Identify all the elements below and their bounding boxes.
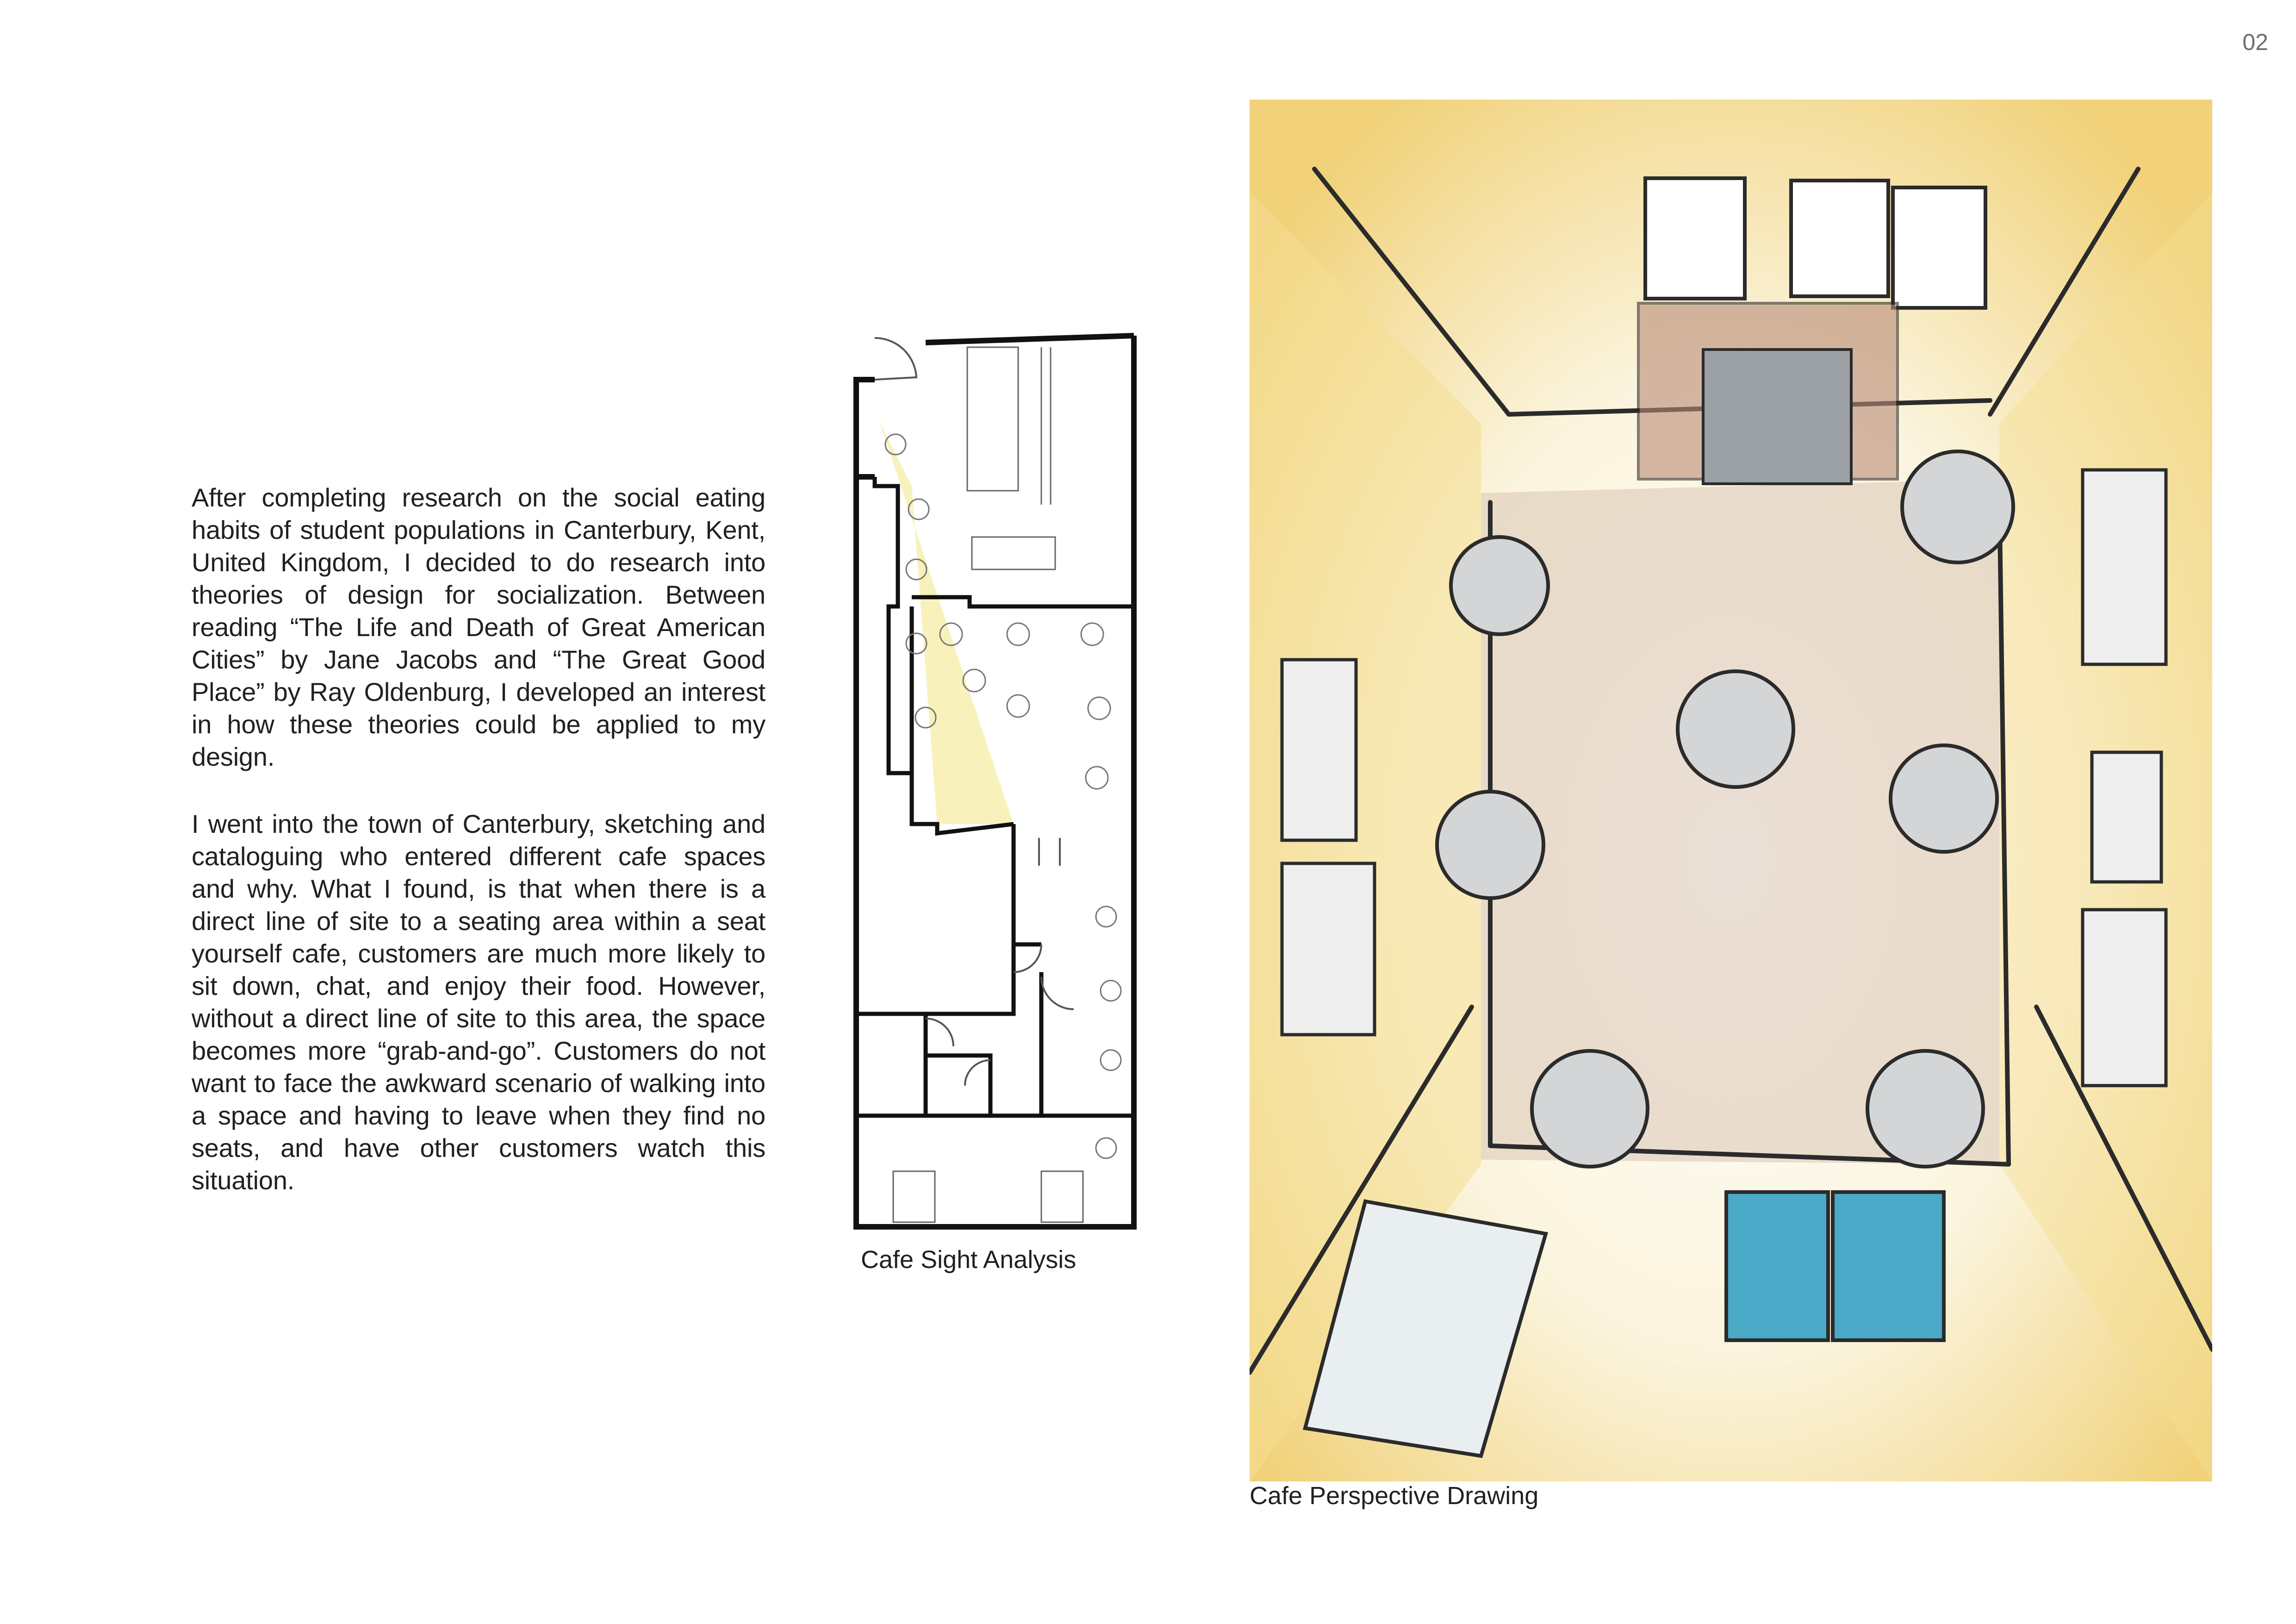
sight-line-cone bbox=[879, 421, 1014, 824]
cafe-sight-analysis-plan bbox=[847, 319, 1152, 1255]
page-number: 02 bbox=[2242, 29, 2268, 55]
plan-caption: Cafe Sight Analysis bbox=[861, 1246, 1076, 1274]
paragraph-research: After completing research on the social eating habits of student populations in Canterbury, Kent, United Kingdom, I decided to do research into theories of design for socialization. Between reading “The Life and Death of Great American Cities” by Jane Jacobs and “The Great Good Place” by Ray Oldenburg, I developed an interest in how these theories could be applied to my design. bbox=[192, 483, 765, 771]
paragraph-findings: I went into the town of Canterbury, sketching and cataloguing who entered different cafe spaces and why. What I found, is that when there is a direct line of site to a seating area within a seat yourself cafe, customers are much more likely to sit down, chat, and enjoy their food. However, without a direct line of site to this area, the space becomes more “grab-and-go”. Customers do not want to face the awkward scenario of walking into a space and having to leave when they find no seats, and have other customers watch this situation. bbox=[192, 809, 765, 1195]
body-text bbox=[192, 481, 765, 1231]
cafe-perspective-drawing bbox=[1250, 100, 2212, 1481]
perspective-caption: Cafe Perspective Drawing bbox=[1250, 1482, 1539, 1510]
blue-doors bbox=[1726, 1192, 1944, 1340]
